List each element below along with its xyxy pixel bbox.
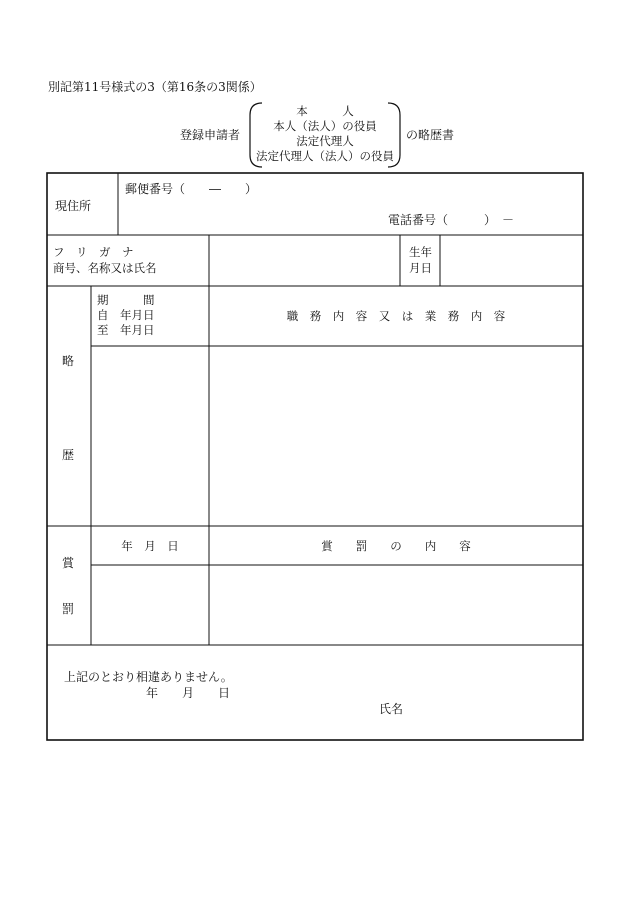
furigana-label: フ リ ガ ナ: [53, 245, 134, 259]
signature-name-label: 氏名: [379, 702, 404, 716]
option-self: 本 人: [296, 104, 354, 118]
postal-code-field[interactable]: 郵便番号（ ― ）: [125, 182, 258, 196]
duty-content-header: 職 務 内 容 又 は 業 務 内 容: [286, 309, 506, 323]
phone-field[interactable]: 電話番号（ ） －: [388, 213, 515, 227]
name-field[interactable]: [210, 236, 399, 285]
birth-label-1: 生年: [409, 245, 432, 259]
title-suffix: の略歴書: [406, 128, 455, 142]
award-date-header: 年 月 日: [121, 539, 179, 553]
history-content-field[interactable]: [210, 347, 582, 525]
period-to-label: 至 年月日: [97, 323, 155, 337]
option-legal-rep: 法定代理人: [296, 134, 354, 148]
award-content-header: 賞 罰 の 内 容: [321, 539, 471, 553]
name-label: 商号、名称又は氏名: [53, 261, 157, 275]
awards-side-2: 罰: [62, 602, 75, 616]
form-id: 別記第11号様式の3（第16条の3関係）: [48, 80, 262, 94]
award-content-field[interactable]: [210, 566, 582, 644]
birth-date-field[interactable]: [441, 236, 582, 285]
award-date-field[interactable]: [92, 566, 208, 644]
declaration-statement: 上記のとおり相違ありません。: [64, 670, 233, 684]
history-period-field[interactable]: [92, 347, 208, 525]
period-label: 期 間: [97, 293, 155, 307]
history-side-2: 歴: [62, 448, 75, 462]
registrant-label: 登録申請者: [180, 128, 241, 142]
declaration-date[interactable]: 年 月 日: [146, 686, 231, 700]
history-side-1: 略: [62, 354, 75, 368]
address-label: 現住所: [55, 199, 92, 213]
option-legal-rep-corp-officer: 法定代理人（法人）の役員: [256, 149, 394, 163]
awards-side-1: 賞: [62, 556, 75, 570]
option-self-corp-officer: 本人（法人）の役員: [273, 119, 377, 133]
birth-label-2: 月日: [409, 261, 432, 275]
period-from-label: 自 年月日: [97, 308, 155, 322]
